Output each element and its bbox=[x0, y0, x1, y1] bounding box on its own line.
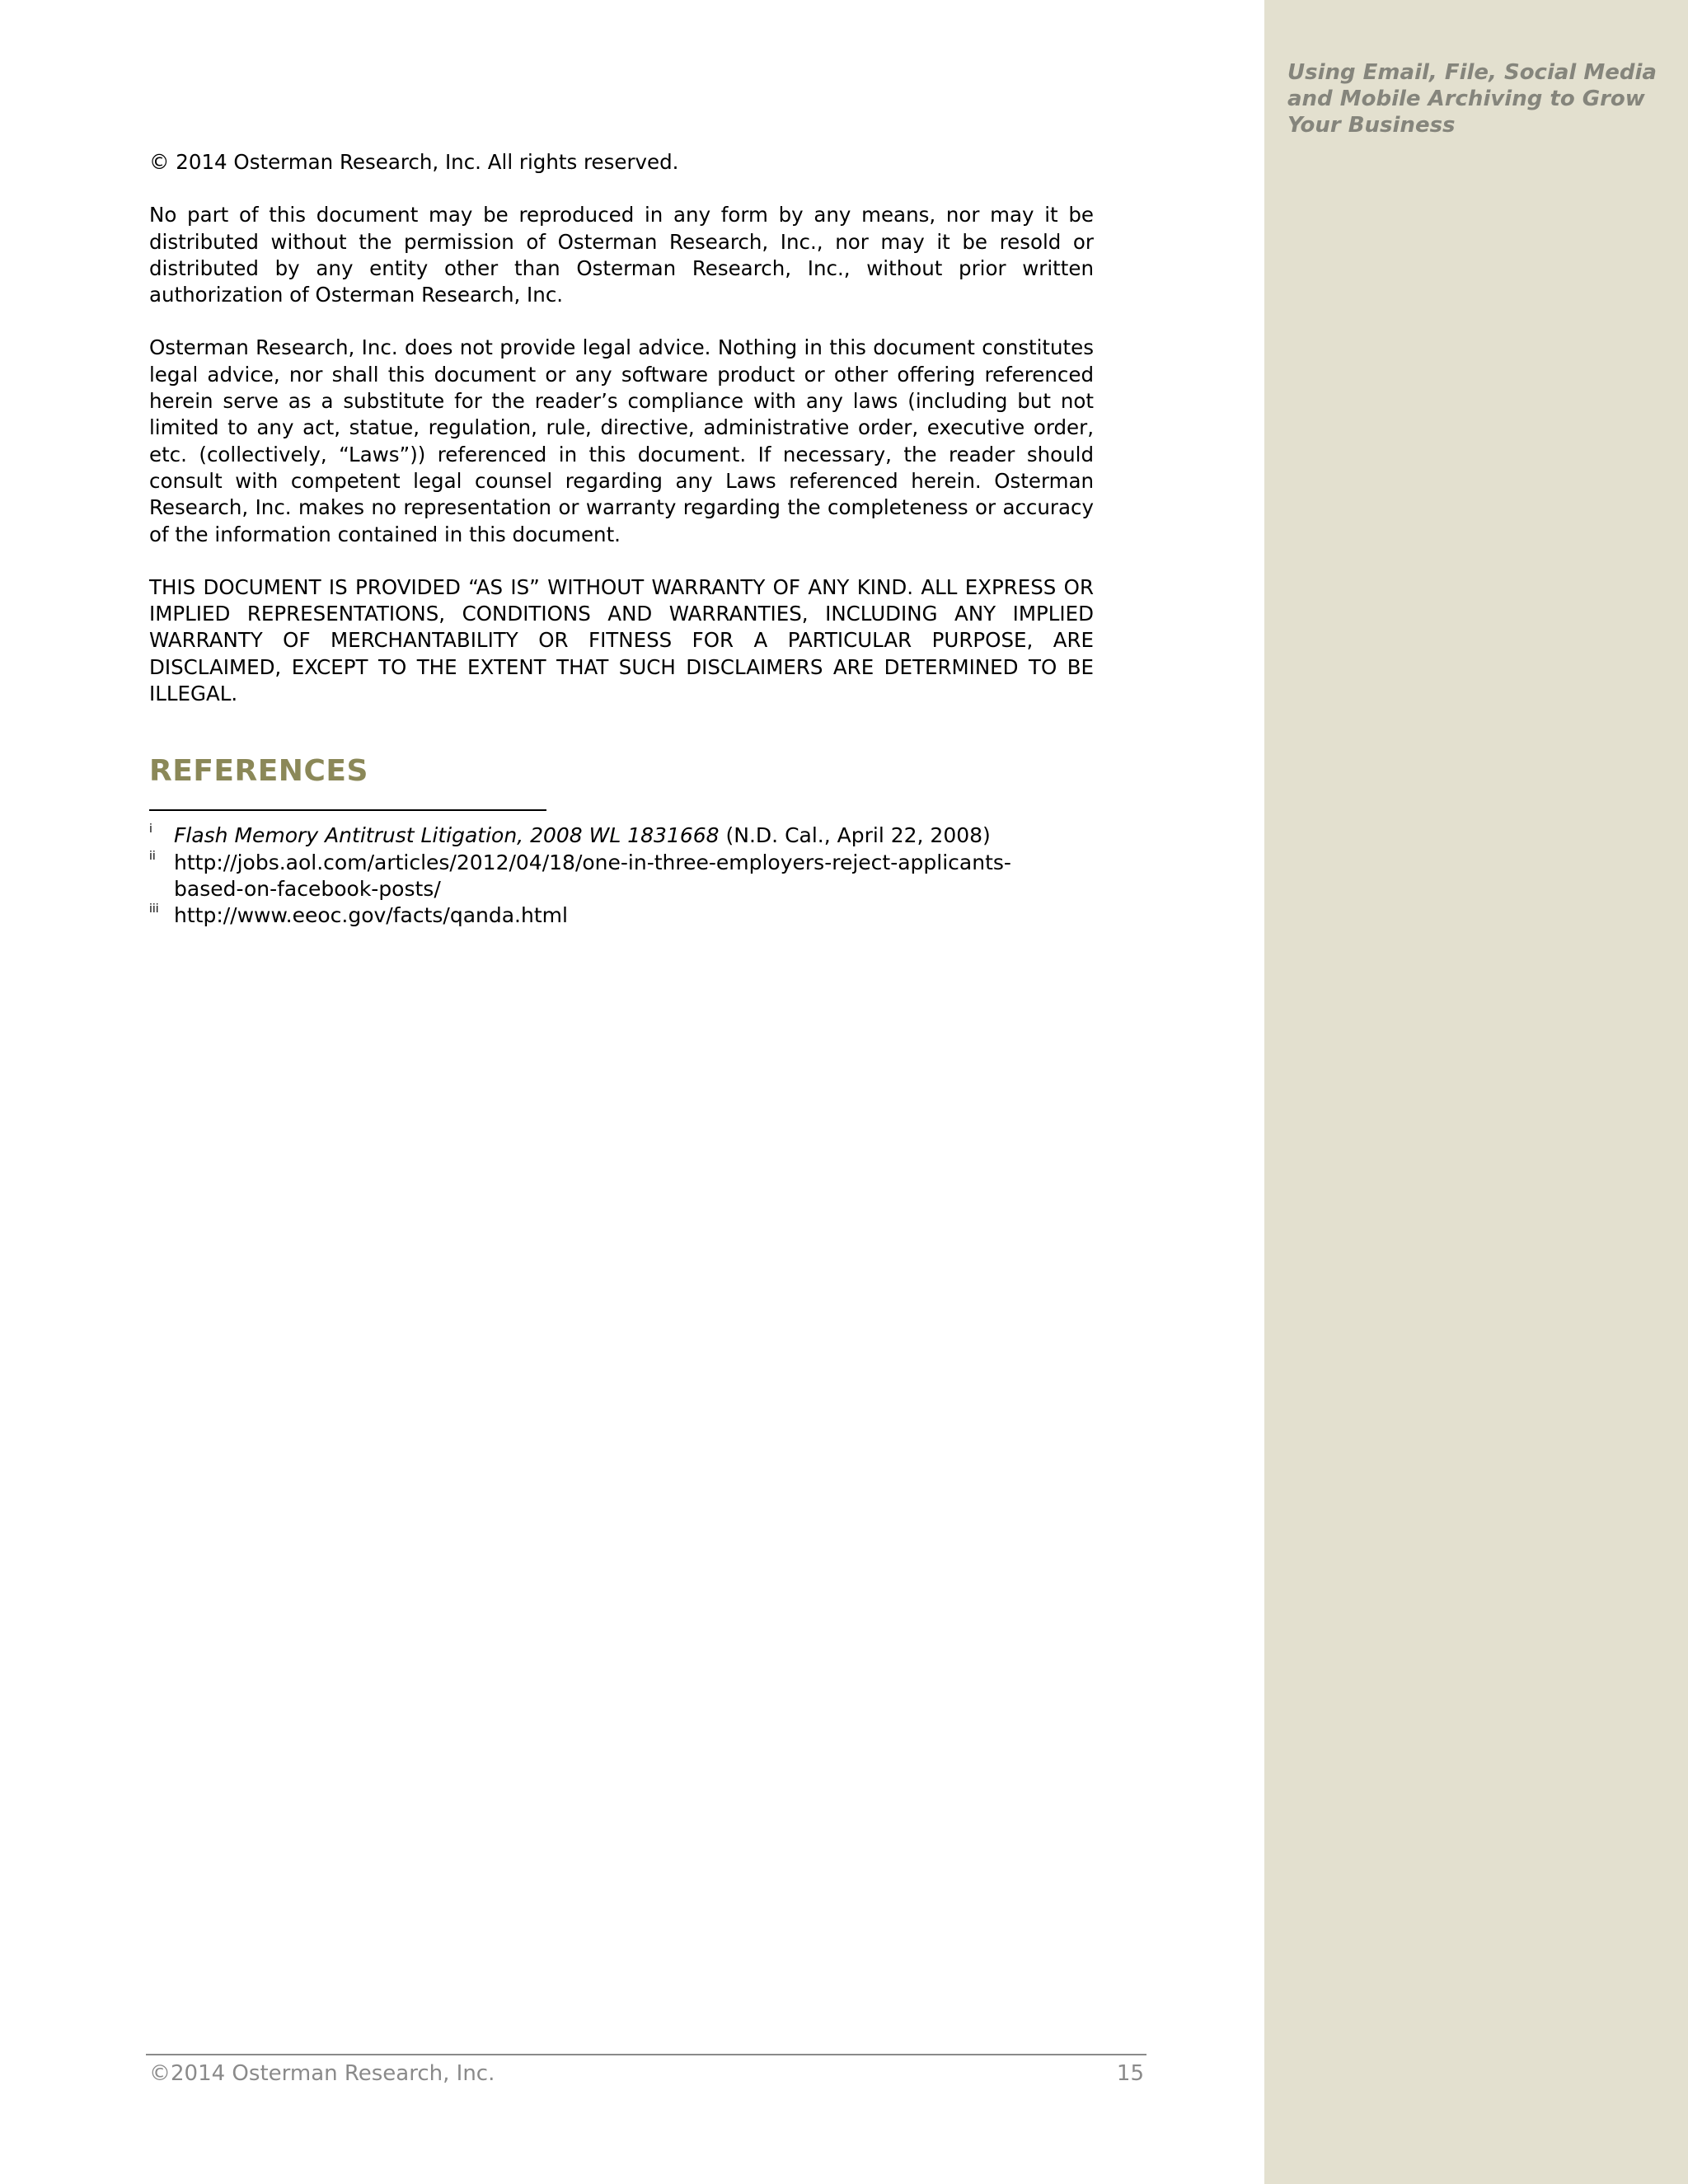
references-divider bbox=[149, 809, 546, 811]
reference-item-2 bbox=[149, 850, 1064, 903]
reference-item-1 bbox=[149, 823, 1064, 849]
reference-marker: i bbox=[149, 823, 152, 837]
reference-url: http://www.eeoc.gov/facts/qanda.html bbox=[174, 903, 568, 928]
sidebar-panel bbox=[1264, 0, 1688, 2184]
legal-advice-disclaimer-paragraph: Osterman Research, Inc. does not provide legal advice. Nothing in this document constitutes legal advice, nor shall this document or any software product or other offering referenced herein serve as a substitute for the reader’s compliance with any laws (including but not limited to any act, statue, regulation, rule, directive, administrative order, executive order, etc. (collectively, “Laws”)) referenced in this document. If necessary, the reader should consult with competent legal counsel regarding any Laws referenced herein. Osterman Research, Inc. makes no representation or warranty regarding the completeness or accuracy of the information contained in this document. bbox=[149, 335, 1094, 546]
references-list bbox=[149, 823, 1094, 929]
reference-item-3 bbox=[149, 902, 1064, 929]
warranty-disclaimer-paragraph: THIS DOCUMENT IS PROVIDED “AS IS” WITHOUT WARRANTY OF ANY KIND. ALL EXPRESS OR IMPLIED REPRESENTATIONS, CONDITIONS AND WARRANTIES, INCLUDING ANY IMPLIED WARRANTY OF MERCHANTABILITY OR FITNESS FOR A PARTICULAR PURPOSE, ARE DISCLAIMED, EXCEPT TO THE EXTENT THAT SUCH DISCLAIMERS ARE DETERMINED TO BE ILLEGAL. bbox=[149, 574, 1094, 706]
reference-text: (N.D. Cal., April 22, 2008) bbox=[719, 823, 991, 848]
document-title: Using Email, File, Social Media and Mobile Archiving to Grow Your Business bbox=[1287, 60, 1657, 138]
reference-marker: ii bbox=[149, 849, 156, 863]
footer-copyright: ©2014 Osterman Research, Inc. bbox=[149, 2061, 495, 2086]
page-number: 15 bbox=[1116, 2061, 1144, 2086]
copyright-notice: © 2014 Osterman Research, Inc. All rights reserved. bbox=[149, 150, 679, 174]
reference-url: http://jobs.aol.com/articles/2012/04/18/one-in-three-employers-reject-applicants-based-on-facebook-posts/ bbox=[174, 850, 1011, 901]
footer-divider bbox=[146, 2054, 1146, 2055]
page-body bbox=[149, 149, 1094, 930]
reference-case-title: Flash Memory Antitrust Litigation, 2008 WL 1831668 bbox=[174, 823, 720, 848]
reference-marker: iii bbox=[149, 902, 159, 916]
reproduction-notice-paragraph: No part of this document may be reproduced in any form by any means, nor may it be distributed without the permission of Osterman Research, Inc., nor may it be resold or distributed by any entity other than Osterman Research, Inc., without prior written authorization of Osterman Research, Inc. bbox=[149, 203, 1094, 307]
references-heading: REFERENCES bbox=[149, 754, 368, 789]
